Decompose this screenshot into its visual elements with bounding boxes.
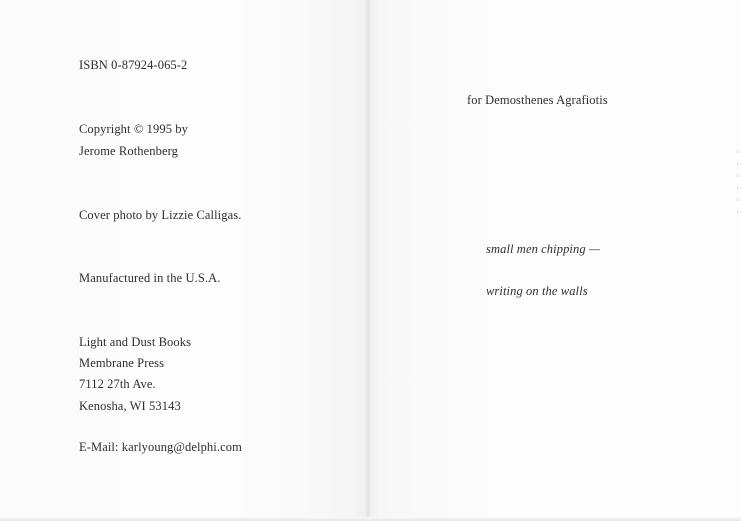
publisher-street: 7112 27th Ave. bbox=[79, 377, 156, 391]
copyright-line: Copyright © 1995 by bbox=[79, 122, 188, 136]
publisher-imprint: Membrane Press bbox=[79, 356, 165, 370]
manufactured-line: Manufactured in the U.S.A. bbox=[79, 271, 221, 285]
copyright-page bbox=[0, 0, 368, 521]
isbn-line: ISBN 0-87924-065-2 bbox=[79, 58, 188, 72]
poem-line-2: writing on the walls bbox=[486, 284, 588, 298]
dedication-page bbox=[368, 0, 741, 521]
poem-line-1: small men chipping — bbox=[486, 242, 601, 256]
email-line: E-Mail: karlyoung@delphi.com bbox=[79, 440, 242, 454]
dedication-line: for Demosthenes Agrafiotis bbox=[467, 93, 608, 107]
publisher-city: Kenosha, WI 53143 bbox=[79, 399, 181, 413]
publisher-name: Light and Dust Books bbox=[79, 335, 192, 349]
page-edge-marks bbox=[737, 150, 738, 220]
page-bottom-edge bbox=[0, 517, 741, 521]
book-gutter bbox=[366, 0, 370, 521]
cover-photo-credit: Cover photo by Lizzie Calligas. bbox=[79, 208, 242, 222]
copyright-holder: Jerome Rothenberg bbox=[79, 144, 179, 158]
